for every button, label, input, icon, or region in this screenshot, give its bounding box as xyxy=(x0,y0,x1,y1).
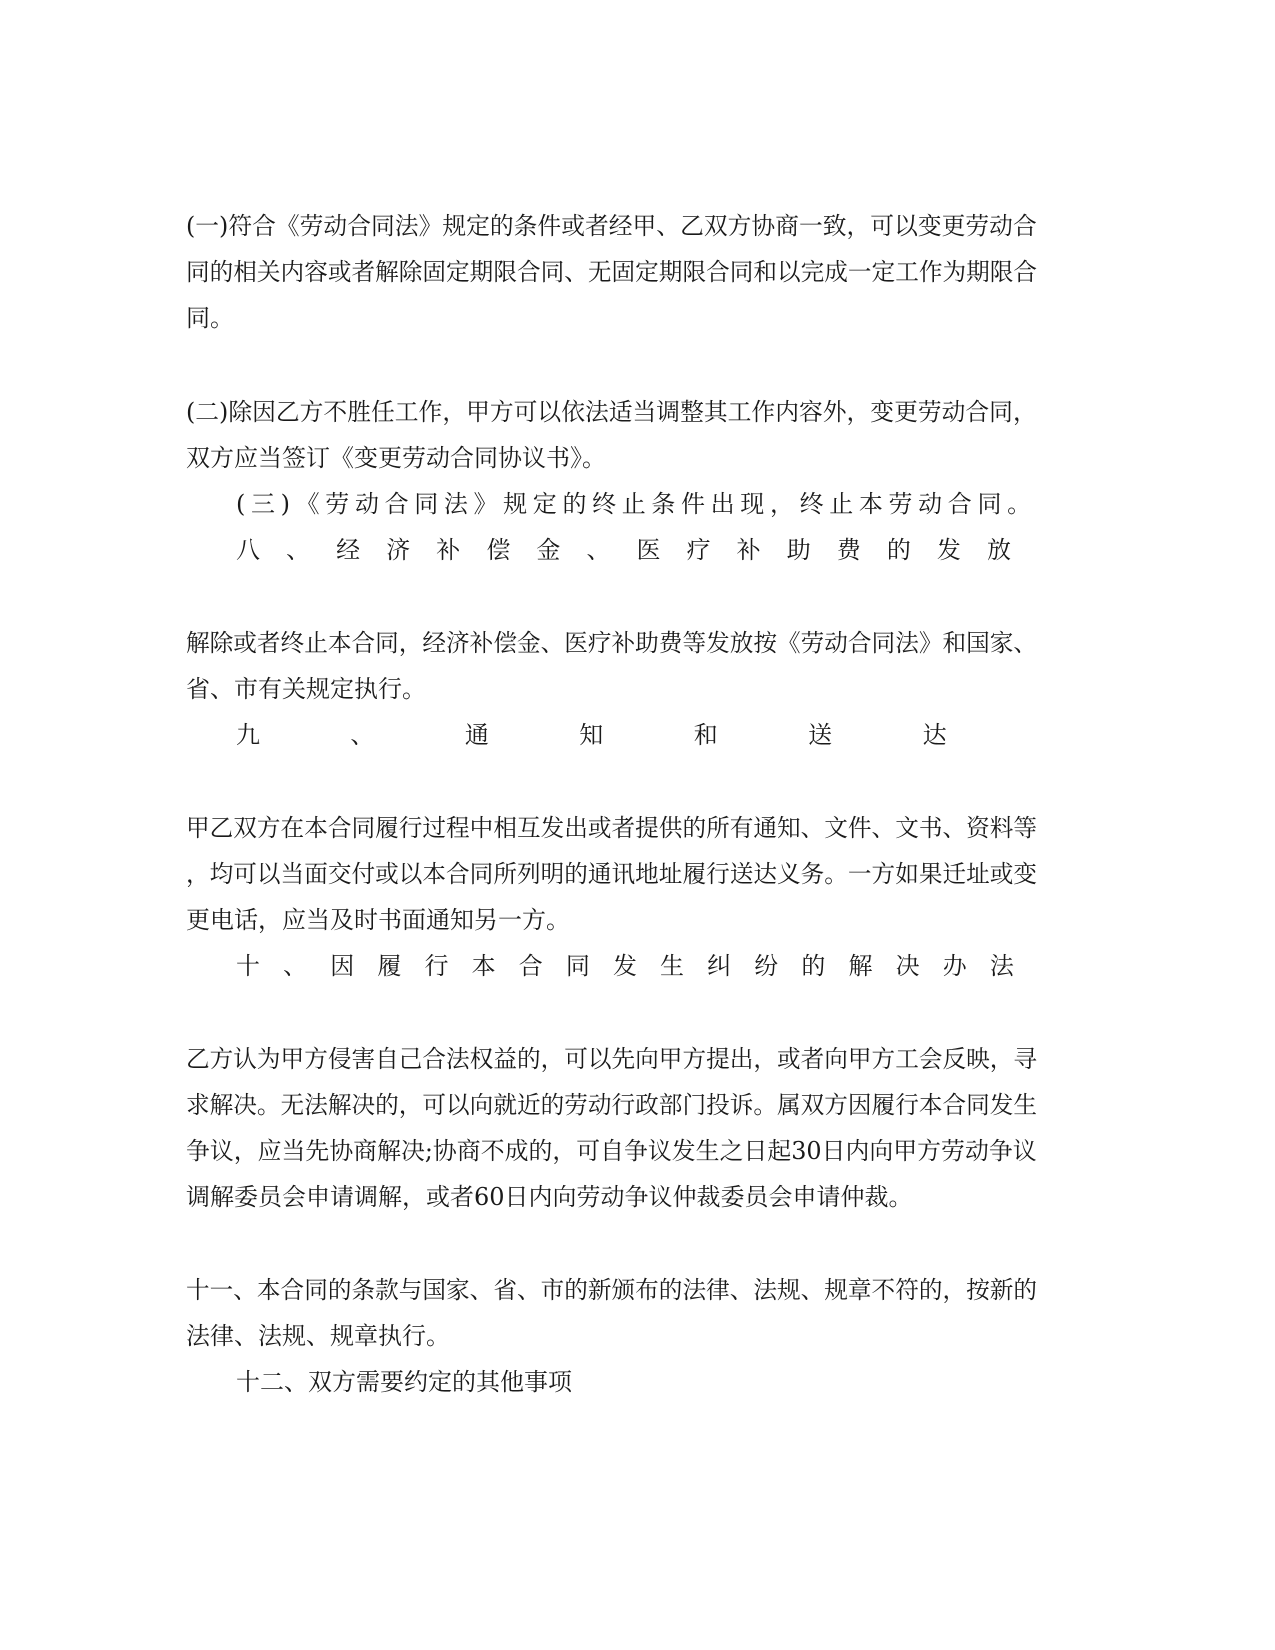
text-line: 解除或者终止本合同，经济补偿金、医疗补助费等发放按《劳动合同法》和国家、 xyxy=(186,629,1038,657)
text-line: 同的相关内容或者解除固定期限合同、无固定期限合同和以完成一定工作为期限合 xyxy=(186,258,1038,286)
text-line: 甲乙双方在本合同履行过程中相互发出或者提供的所有通知、文件、文书、资料等 xyxy=(186,814,1038,842)
text-line: 省、市有关规定执行。 xyxy=(186,675,426,703)
clause-7-3: (三)《劳动合同法》规定的终止条件出现，终止本劳动合同。 xyxy=(236,490,1037,518)
section-heading-12: 十二、双方需要约定的其他事项 xyxy=(236,1368,572,1396)
text-line: (一)符合《劳动合同法》规定的条件或者经甲、乙双方协商一致，可以变更劳动合 xyxy=(186,212,1037,240)
text-line: 更电话，应当及时书面通知另一方。 xyxy=(186,906,570,934)
text-line: (二)除因乙方不胜任工作，甲方可以依法适当调整其工作内容外，变更劳动合同， xyxy=(186,398,1037,426)
section-heading-9: 九、通知和送达 xyxy=(236,721,1038,749)
text-line: 十一、本合同的条款与国家、省、市的新颁布的法律、法规、规章不符的，按新的 xyxy=(186,1276,1038,1304)
text-line: 双方应当签订《变更劳动合同协议书》。 xyxy=(186,444,606,472)
text-line: 同。 xyxy=(186,304,234,332)
text-line: 法律、法规、规章执行。 xyxy=(186,1322,450,1350)
section-heading-8: 八、经济补偿金、医疗补助费的发放 xyxy=(236,536,1038,564)
text-line: 争议，应当先协商解决;协商不成的，可自争议发生之日起30日内向甲方劳动争议 xyxy=(186,1137,1037,1165)
text-line: ，均可以当面交付或以本合同所列明的通讯地址履行送达义务。一方如果迁址或变 xyxy=(186,860,1038,888)
text-line: 求解决。无法解决的，可以向就近的劳动行政部门投诉。属双方因履行本合同发生 xyxy=(186,1091,1038,1119)
text-line: 乙方认为甲方侵害自己合法权益的，可以先向甲方提出，或者向甲方工会反映，寻 xyxy=(186,1045,1038,1073)
text-line: 调解委员会申请调解，或者60日内向劳动争议仲裁委员会申请仲裁。 xyxy=(186,1183,913,1211)
section-heading-10: 十、因履行本合同发生纠纷的解决办法 xyxy=(236,952,1038,980)
